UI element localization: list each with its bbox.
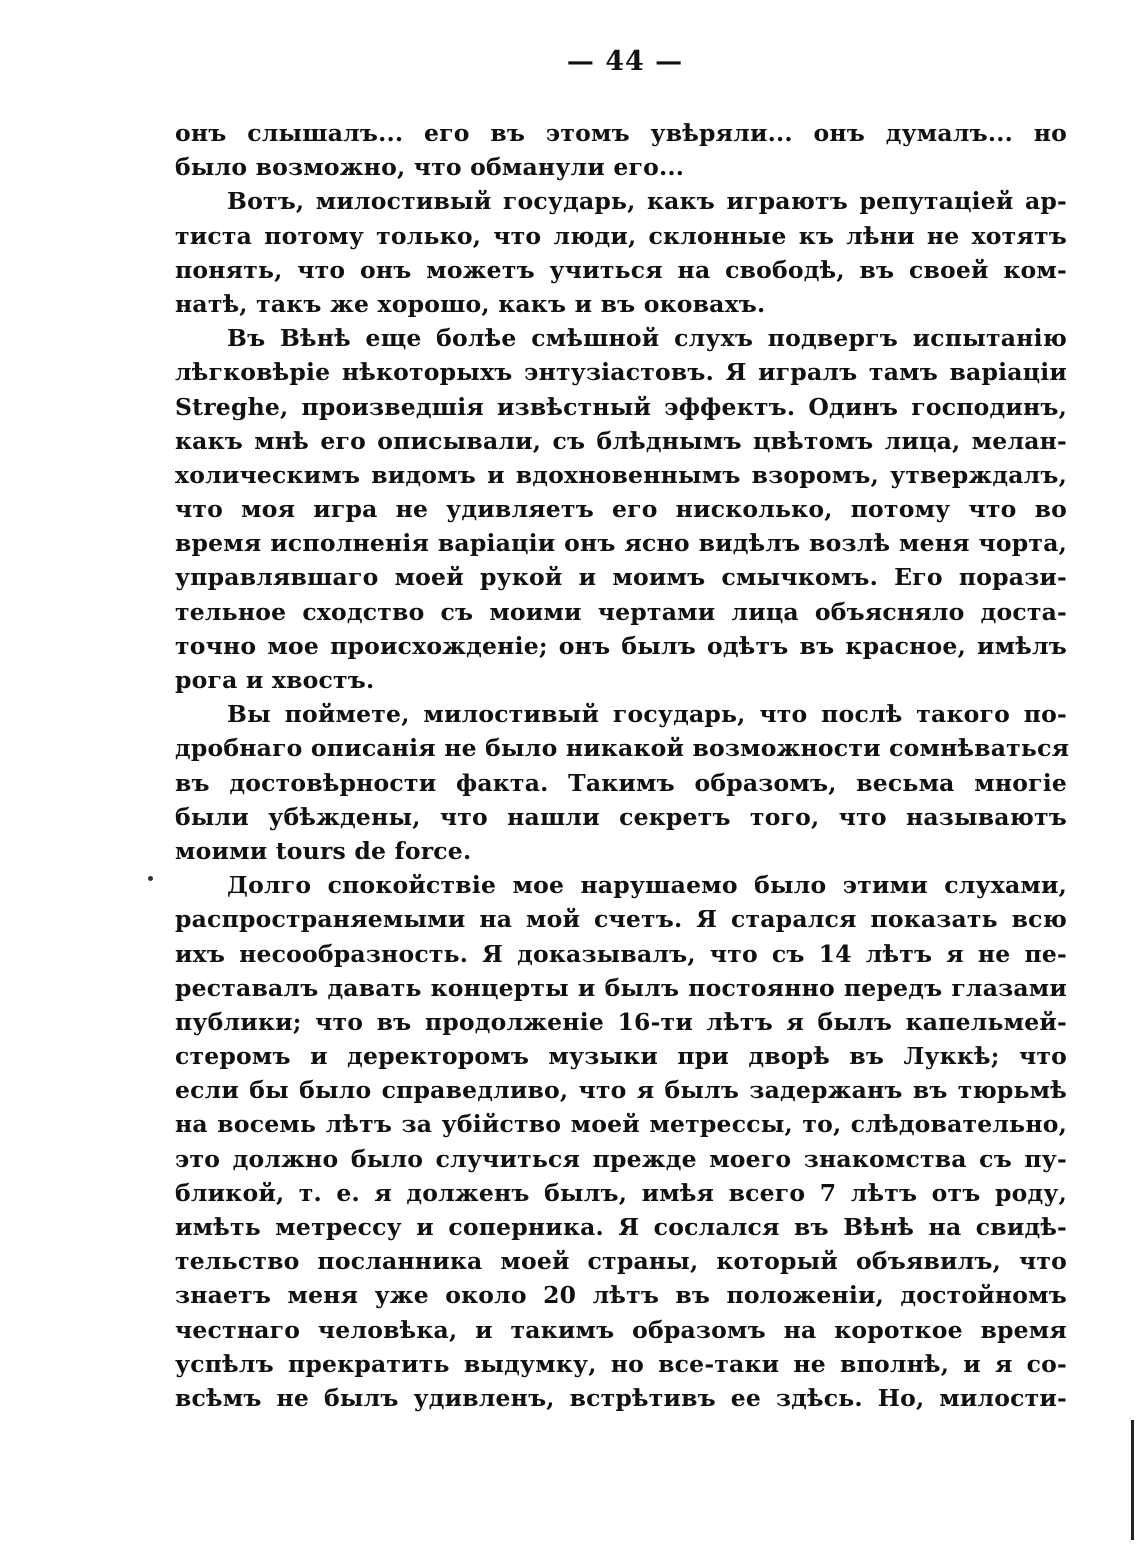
text-line: дробнаго описанiя не было никакой возможности сомнѣваться bbox=[175, 734, 1070, 763]
text-line: публики; что въ продолженiе 16-ти лѣтъ я былъ капельмей- bbox=[175, 1007, 1067, 1036]
text-line: честнаго человѣка, и такимъ образомъ на короткое время bbox=[175, 1315, 1067, 1344]
text-line: если бы было справедливо, что я былъ задержанъ въ тюрьмѣ bbox=[175, 1076, 1067, 1105]
text-line: всѣмъ не былъ удивленъ, встрѣтивъ ее здѣсь. Но, милости- bbox=[175, 1383, 1067, 1412]
text-line: успѣлъ прекратить выдумку, но все-таки не вполнѣ, и я со- bbox=[175, 1349, 1067, 1378]
text-line: тиста потому только, что люди, склонные къ лѣни не хотятъ bbox=[175, 221, 1067, 250]
text-line: управлявшаго моей рукой и моимъ смычкомъ. Его порази- bbox=[175, 563, 1067, 592]
margin-speck bbox=[148, 876, 153, 881]
page-number: — 44 — bbox=[566, 46, 684, 77]
text-line: холическимъ видомъ и вдохновеннымъ взоромъ, утверждалъ, bbox=[175, 460, 1067, 489]
page-edge-mark bbox=[1131, 1420, 1134, 1540]
text-line: Вотъ, милостивый государь, какъ играютъ репутацiей ар- bbox=[227, 187, 1067, 216]
text-line: онъ слышалъ... его въ этомъ увѣряли... онъ думалъ... но bbox=[175, 119, 1067, 147]
text-line: знаетъ меня уже около 20 лѣтъ въ положенiи, достойномъ bbox=[175, 1281, 1067, 1310]
text-line: тельное сходство съ моими чертами лица объясняло доста- bbox=[175, 597, 1067, 626]
text-line: тельство посланника моей страны, который объявилъ, что bbox=[175, 1247, 1067, 1276]
text-line: лѣгковѣрiе нѣкоторыхъ энтузiастовъ. Я игралъ тамъ варiацiи bbox=[175, 358, 1067, 387]
text-line: имѣть метрессу и соперника. Я сослался въ Вѣнѣ на свидѣ- bbox=[175, 1213, 1067, 1241]
text-line: было возможно, что обманули его... bbox=[175, 153, 685, 182]
text-line: точно мое происхожденiе; онъ былъ одѣтъ въ красное, имѣлъ bbox=[175, 631, 1067, 660]
text-line: это должно было случиться прежде моего знакомства съ пу- bbox=[175, 1144, 1067, 1173]
text-line: что моя игра не удивляетъ его нисколько, потому что во bbox=[175, 495, 1067, 524]
text-line: ихъ несообразность. Я доказывалъ, что съ 14 лѣтъ я не пе- bbox=[175, 939, 1067, 968]
text-line: Вы поймете, милостивый государь, что послѣ такого по- bbox=[227, 700, 1067, 729]
text-line: время исполненiя варiацiи онъ ясно видѣлъ возлѣ меня чорта, bbox=[175, 529, 1067, 558]
body-text bbox=[175, 116, 1070, 1415]
text-line: понять, что онъ можетъ учиться на свободѣ, въ своей ком- bbox=[175, 255, 1067, 284]
text-line: на восемь лѣтъ за убiйство моей метрессы, то, слѣдовательно, bbox=[175, 1110, 1067, 1139]
text-line: моими tours de force. bbox=[175, 836, 472, 865]
text-line: бликой, т. е. я долженъ былъ, имѣя всего 7 лѣтъ отъ роду, bbox=[175, 1178, 1067, 1207]
text-line: стеромъ и деректоромъ музыки при дворѣ въ Луккѣ; что bbox=[175, 1042, 1067, 1071]
text-line: были убѣждены, что нашли секретъ того, что называютъ bbox=[175, 802, 1067, 831]
text-line: рога и хвостъ. bbox=[175, 666, 375, 694]
text-line: какъ мнѣ его описывали, съ блѣднымъ цвѣтомъ лица, мелан- bbox=[175, 426, 1067, 455]
text-line: въ достовѣрности факта. Такимъ образомъ, весьма многiе bbox=[175, 768, 1067, 797]
text-line: натѣ, такъ же хорошо, какъ и въ оковахъ. bbox=[175, 289, 766, 318]
text-line: Въ Вѣнѣ еще болѣе смѣшной слухъ подвергъ испытанiю bbox=[227, 324, 1067, 353]
text-line: реставалъ давать концерты и былъ постоянно передъ глазами bbox=[175, 973, 1067, 1002]
text-line: распространяемыми на мой счетъ. Я старался показать всю bbox=[175, 905, 1067, 934]
text-line: Долго спокойствiе мое нарушаемо было этими слухами, bbox=[227, 871, 1067, 900]
text-line: Streghe, произведшiя извѣстный эффектъ. Одинъ господинъ, bbox=[175, 392, 1067, 421]
